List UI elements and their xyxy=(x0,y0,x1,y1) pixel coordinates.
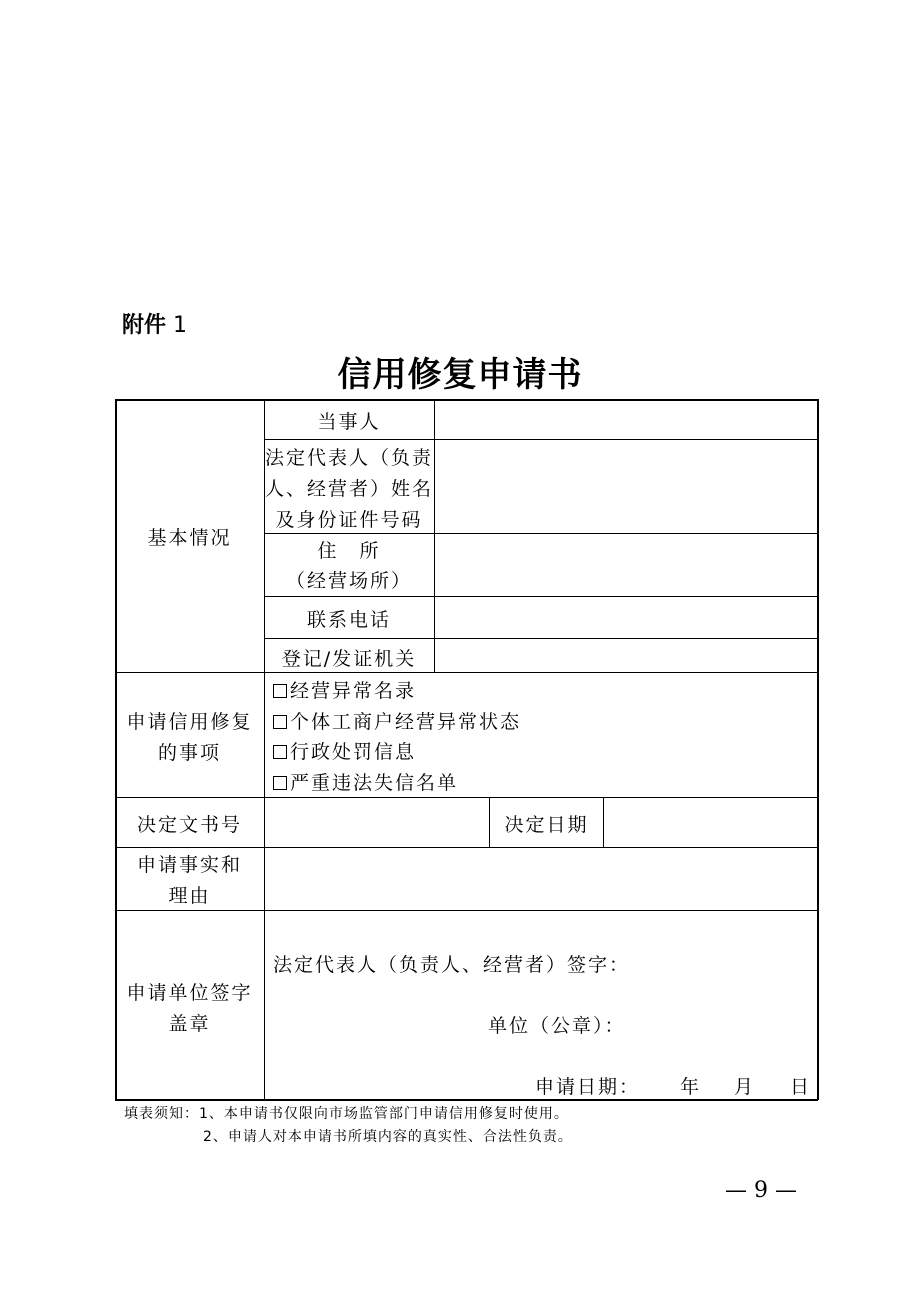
address-field[interactable] xyxy=(435,534,817,596)
rep-label-line2: 人、经营者）姓名 xyxy=(264,478,433,500)
address-label-line1: 住 所 xyxy=(317,540,381,562)
rep-label-line1: 法定代表人（负责 xyxy=(264,447,433,469)
facts-label-line1: 申请事实和 xyxy=(136,854,242,876)
decision-date-label: 决定日期 xyxy=(504,814,589,836)
checkbox[interactable] xyxy=(273,776,287,790)
phone-field[interactable] xyxy=(435,597,817,638)
rep-signature-label: 法定代表人（负责人、经营者）签字： xyxy=(273,954,631,976)
basic-info-label: 基本情况 xyxy=(147,527,232,549)
authority-label: 登记/发证机关 xyxy=(281,648,417,670)
option-abnormal-list[interactable]: 经营异常名录 xyxy=(273,676,416,703)
option-blacklist[interactable]: 严重违法失信名单 xyxy=(273,768,458,795)
decision-doc-no-field[interactable] xyxy=(265,798,489,847)
party-label: 当事人 xyxy=(317,411,381,433)
sign-label-line2: 盖章 xyxy=(168,1013,211,1035)
apply-date-label: 申请日期： xyxy=(535,1076,641,1098)
checkbox[interactable] xyxy=(273,715,287,729)
page-title: 信用修复申请书 xyxy=(337,355,583,395)
option-admin-penalty[interactable]: 行政处罚信息 xyxy=(273,737,416,764)
facts-field[interactable] xyxy=(265,848,817,910)
facts-label-line2: 理由 xyxy=(168,885,211,907)
decision-doc-no-label: 决定文书号 xyxy=(136,814,242,836)
option-individual-abnormal[interactable]: 个体工商户经营异常状态 xyxy=(273,707,521,734)
party-field[interactable] xyxy=(435,400,817,439)
day-label: 日 xyxy=(790,1076,812,1098)
authority-field[interactable] xyxy=(435,639,817,672)
rep-field[interactable] xyxy=(435,440,817,533)
attachment-label: 附件 1 xyxy=(122,313,188,338)
month-label: 月 xyxy=(734,1076,756,1098)
phone-label: 联系电话 xyxy=(306,609,391,631)
matters-label-line1: 申请信用修复 xyxy=(126,711,253,733)
rep-label-line3: 及身份证件号码 xyxy=(275,509,423,531)
checkbox[interactable] xyxy=(273,684,287,698)
notes-line2: 2、申请人对本申请书所填内容的真实性、合法性负责。 xyxy=(203,1129,573,1145)
notes-line1: 填表须知：1、本申请书仅限向市场监管部门申请信用修复时使用。 xyxy=(124,1106,569,1122)
page-number: — 9 — xyxy=(725,1178,797,1203)
matters-label-line2: 的事项 xyxy=(157,742,221,764)
checkbox[interactable] xyxy=(273,745,287,759)
address-label-line2: （经营场所） xyxy=(285,570,412,592)
sign-label-line1: 申请单位签字 xyxy=(126,982,253,1004)
decision-date-field[interactable] xyxy=(604,798,817,847)
year-label: 年 xyxy=(680,1076,702,1098)
seal-label: 单位（公章）： xyxy=(488,1015,626,1037)
